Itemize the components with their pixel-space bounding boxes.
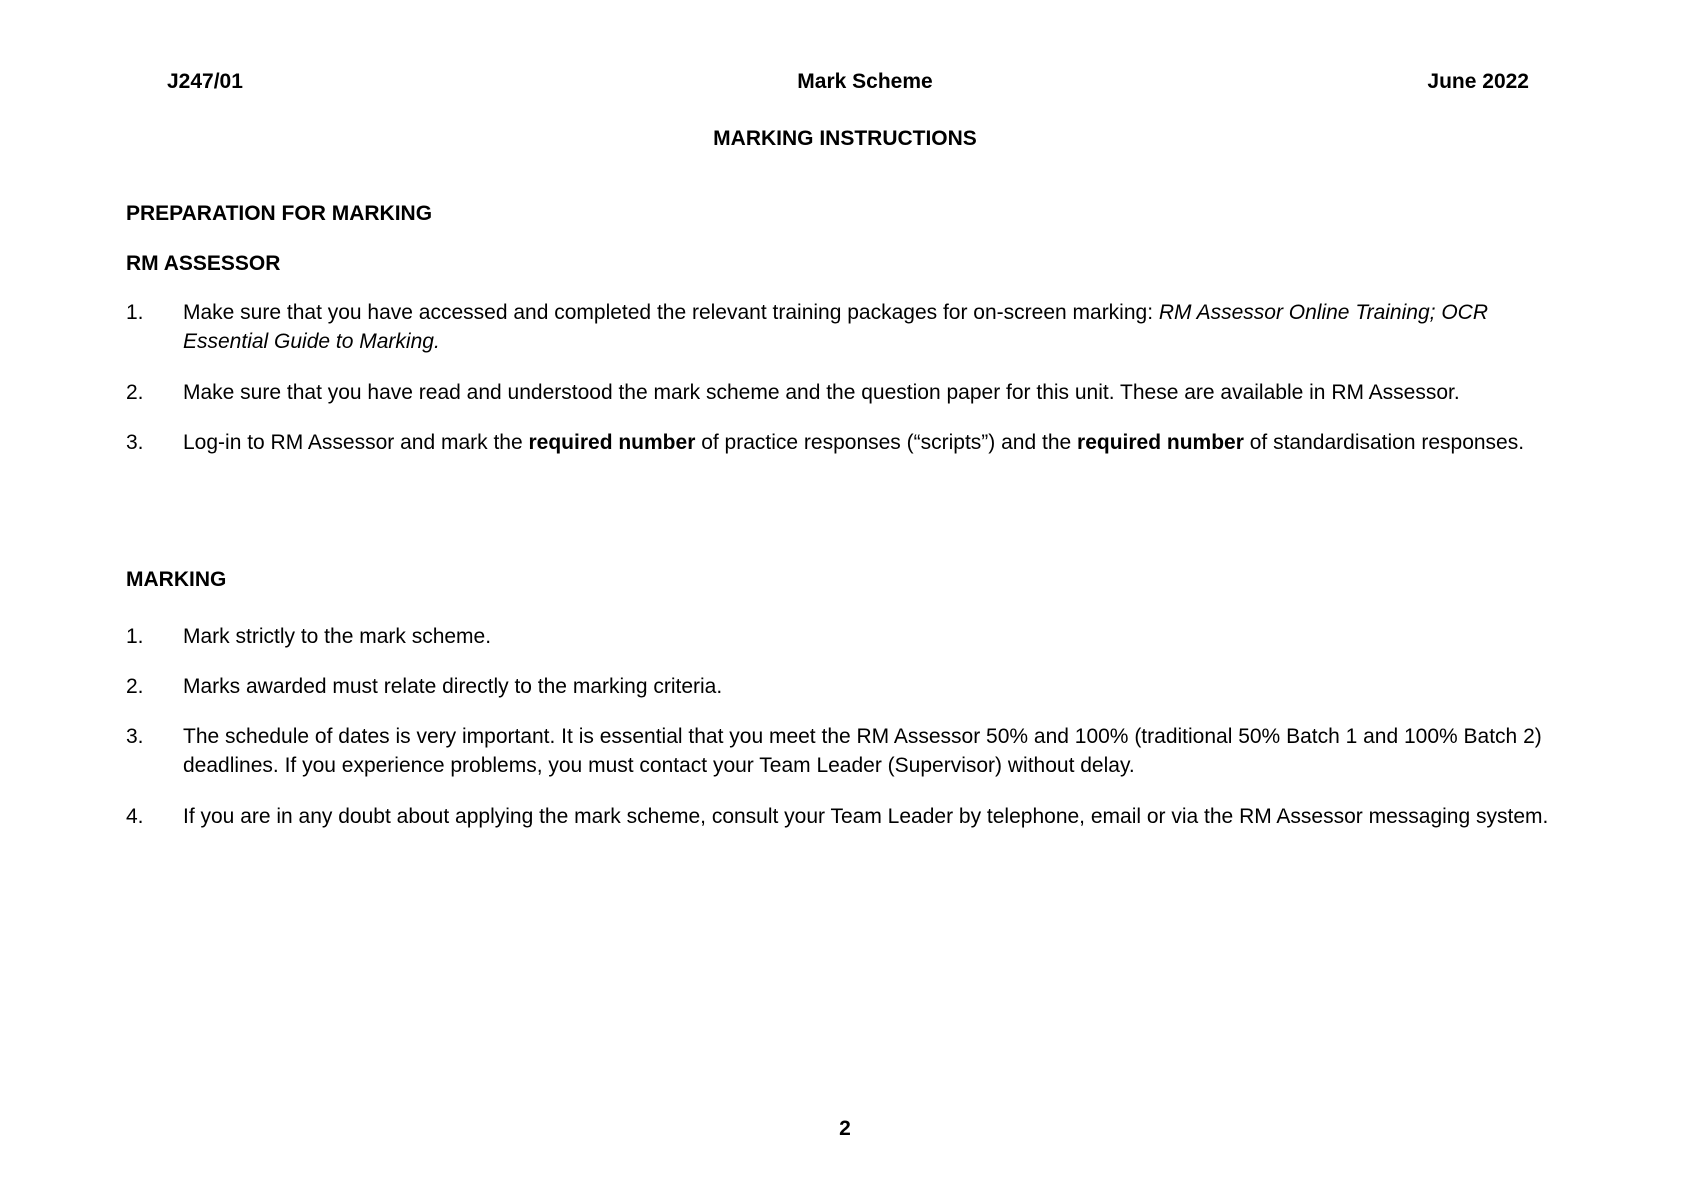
list-item [126,622,1576,651]
list-item-number: 1. [126,625,144,648]
list-item-number: 1. [126,301,144,324]
page-number: 2 [839,1117,851,1140]
exam-date: June 2022 [1427,70,1529,93]
list-item-text: Make sure that you have accessed and completed the relevant training packages for on-screen marking: RM Assessor Online Training; OCR Essential Guide to Marking. [183,301,1488,353]
list-item [126,722,1576,780]
list-item [126,672,1576,701]
section-heading-marking: MARKING [126,568,227,591]
list-item-text: If you are in any doubt about applying the mark scheme, consult your Team Leader by telephone, email or via the RM Assessor messaging system. [183,805,1549,828]
page-title: MARKING INSTRUCTIONS [713,127,977,150]
section-heading-preparation: PREPARATION FOR MARKING [126,202,433,225]
document-type: Mark Scheme [797,70,933,93]
list-item-text: Marks awarded must relate directly to the marking criteria. [183,675,723,698]
list-item-text: The schedule of dates is very important. It is essential that you meet the RM Assessor 50% and 100% (traditional 50% Batch 1 and 100% Batch 2) deadlines. If you experience problems, you must contact your Team Leader (Supervisor) without delay. [183,725,1542,777]
subheading-rm-assessor: RM ASSESSOR [126,252,281,275]
list-item-number: 2. [126,381,144,404]
list-item [126,802,1576,831]
document-code: J247/01 [167,70,243,93]
list-item-number: 2. [126,675,144,698]
list-item [126,378,1576,407]
list-item-text: Mark strictly to the mark scheme. [183,625,492,648]
list-item [126,298,1576,356]
list-item-number: 3. [126,431,144,454]
list-item-number: 3. [126,725,144,748]
list-item [126,428,1576,457]
list-item-text: Make sure that you have read and understood the mark scheme and the question paper for this unit. These are available in RM Assessor. [183,381,1460,404]
list-item-number: 4. [126,805,144,828]
list-item-text: Log-in to RM Assessor and mark the required number of practice responses (“scripts”) and the required number of standardisation responses. [183,431,1525,454]
